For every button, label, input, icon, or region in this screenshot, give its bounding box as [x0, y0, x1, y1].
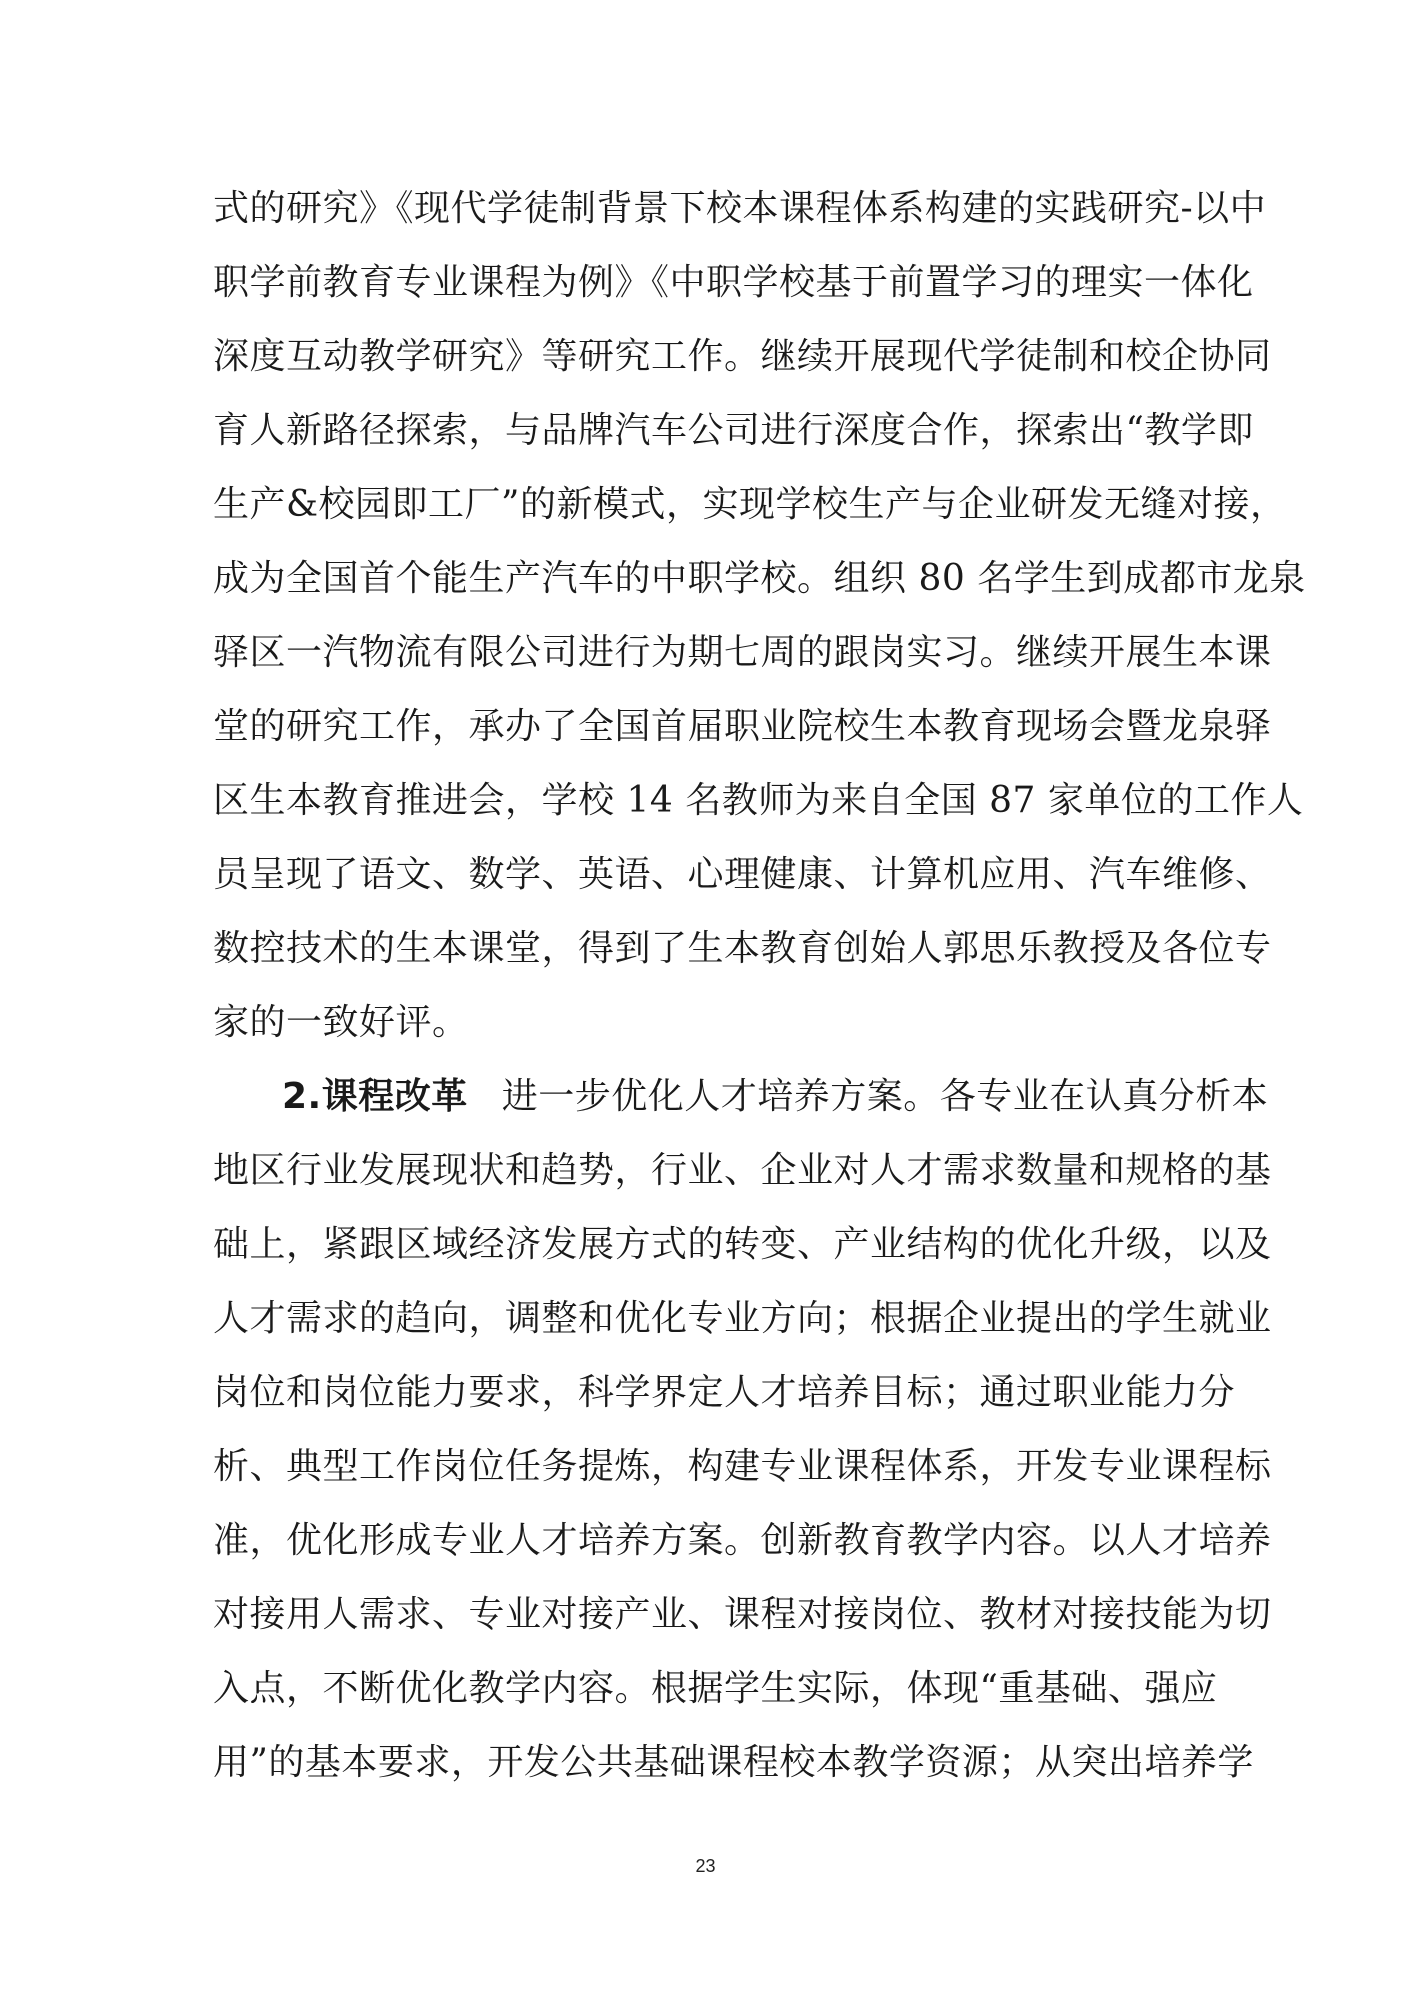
- text-line: 数控技术的生本课堂，得到了生本教育创始人郭思乐教授及各位专: [213, 928, 1272, 969]
- text-line: 育人新路径探索，与品牌汽车公司进行深度合作，探索出“教学即: [213, 410, 1254, 451]
- text-line: 人才需求的趋向，调整和优化专业方向；根据企业提出的学生就业: [213, 1298, 1272, 1339]
- text-line: 驿区一汽物流有限公司进行为期七周的跟岗实习。继续开展生本课: [213, 632, 1272, 673]
- text-line: 础上，紧跟区域经济发展方式的转变、产业结构的优化升级，以及: [213, 1224, 1272, 1265]
- section-heading: 2.课程改革: [282, 1076, 468, 1117]
- text-line: 地区行业发展现状和趋势，行业、企业对人才需求数量和规格的基: [213, 1150, 1272, 1191]
- text-line: 区生本教育推进会，学校 14 名教师为来自全国 87 家单位的工作人: [213, 780, 1304, 821]
- text-line: 式的研究》《现代学徒制背景下校本课程体系构建的实践研究-以中: [213, 188, 1267, 229]
- page-number: 23: [695, 1856, 716, 1876]
- text-line: 析、典型工作岗位任务提炼，构建专业课程体系，开发专业课程标: [213, 1446, 1272, 1487]
- text-line: 准，优化形成专业人才培养方案。创新教育教学内容。以人才培养: [213, 1520, 1272, 1561]
- text-line: 岗位和岗位能力要求，科学界定人才培养目标；通过职业能力分: [213, 1372, 1236, 1413]
- text-line: 深度互动教学研究》等研究工作。继续开展现代学徒制和校企协同: [213, 336, 1272, 377]
- text-line: 入点，不断优化教学内容。根据学生实际，体现“重基础、强应: [213, 1668, 1218, 1709]
- section-first-line: [282, 1060, 1282, 1134]
- text-line: 成为全国首个能生产汽车的中职学校。组织 80 名学生到成都市龙泉: [213, 558, 1306, 599]
- text-line: 员呈现了语文、数学、英语、心理健康、计算机应用、汽车维修、: [213, 854, 1272, 895]
- text-line: 堂的研究工作，承办了全国首届职业院校生本教育现场会暨龙泉驿: [213, 706, 1272, 747]
- section-intro-text: 进一步优化人才培养方案。各专业在认真分析本: [501, 1076, 1269, 1117]
- text-line: 用”的基本要求，开发公共基础课程校本教学资源；从突出培养学: [213, 1742, 1254, 1783]
- text-line: 生产&校园即工厂”的新模式，实现学校生产与企业研发无缝对接，: [213, 484, 1287, 525]
- text-line: 对接用人需求、专业对接产业、课程对接岗位、教材对接技能为切: [213, 1594, 1272, 1635]
- text-line: 职学前教育专业课程为例》《中职学校基于前置学习的理实一体化: [213, 262, 1254, 303]
- text-line: 家的一致好评。: [213, 1002, 469, 1043]
